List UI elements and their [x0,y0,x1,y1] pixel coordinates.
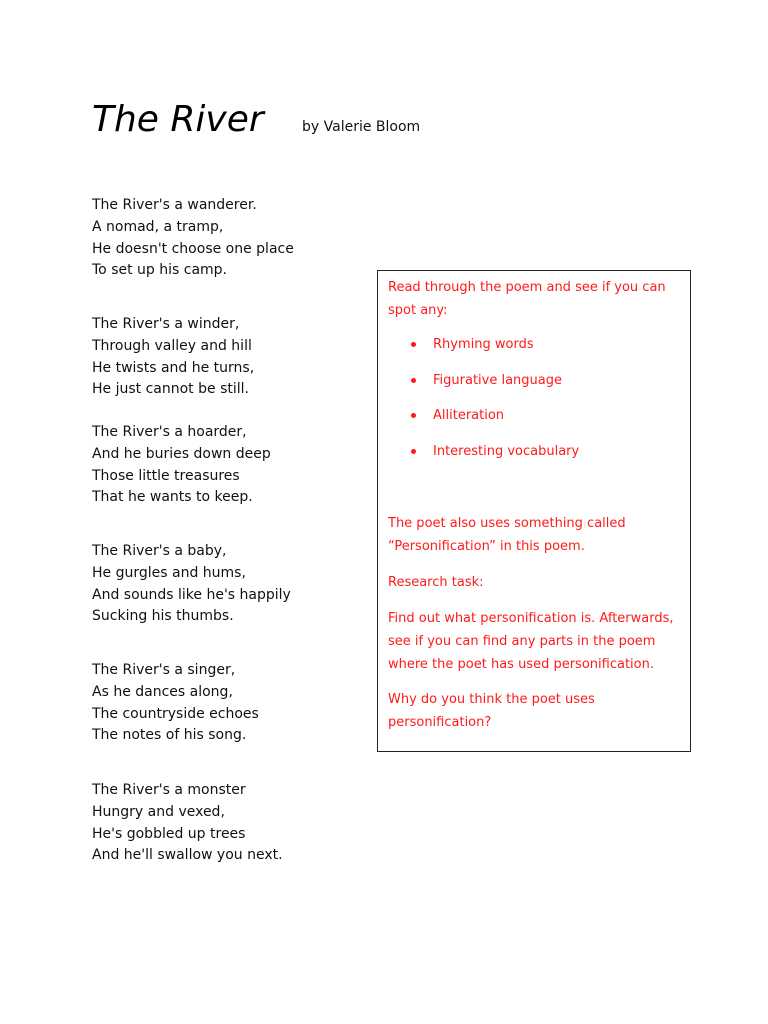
poem-stanza-6 [92,780,283,867]
poem-line: Those little treasures [92,467,240,484]
research-text: Find out what personification is. Afterwards, see if you can find any parts in the poem where the poet has used personification. [388,611,674,672]
poem-line: The River's a winder, [92,316,240,332]
spot-list-item-label: Alliteration [433,408,505,423]
personification-note: The poet also uses something called “Personification” in this poem. [388,516,626,554]
poem-line: And he'll swallow you next. [92,847,283,864]
poem-author: by Valerie Bloom [302,119,421,135]
bullet-icon [411,342,416,347]
poem-line: As he dances along, [92,683,233,700]
poem-line: The River's a singer, [92,662,236,678]
poem-line: The River's a baby, [92,543,227,559]
bullet-icon [411,378,416,383]
poem-stanza-2 [92,314,254,401]
poem-stanza-3 [92,422,271,509]
spot-list-item [378,440,579,476]
poem-title: The River [92,99,264,140]
spot-list-item [378,404,579,440]
task-box [377,270,691,752]
poem-line: That he wants to keep. [92,489,253,506]
poem-line: Sucking his thumbs. [92,608,234,625]
poem-line: He just cannot be still. [92,381,249,398]
poem-line: The River's a wanderer. [92,197,257,213]
poem-line: Through valley and hill [92,337,252,354]
spot-list-item-label: Interesting vocabulary [433,443,580,459]
bullet-icon [411,413,416,418]
poem-line: And he buries down deep [92,445,271,462]
reflection-question: Why do you think the poet uses personification? [388,692,595,730]
poem-line: Hungry and vexed, [92,803,225,820]
poem-line: He twists and he turns, [92,359,255,376]
poem-stanza-4 [92,541,291,628]
poem-line: The River's a monster [92,782,246,798]
poem-line: And sounds like he's happily [92,586,291,603]
spot-list [378,333,579,475]
poem-stanza-1 [92,195,294,282]
poem-line: The notes of his song. [92,727,247,744]
spot-list-item-label: Rhyming words [433,337,534,352]
poem-line: He gurgles and hums, [92,564,246,581]
poem-stanza-5 [92,660,259,747]
task-intro: Read through the poem and see if you can spot any: [388,280,666,318]
poem-line: The River's a hoarder, [92,424,247,440]
bullet-icon [411,449,416,454]
poem-line: A nomad, a tramp, [92,218,224,235]
poem-line: He's gobbled up trees [92,825,246,842]
poem-line: To set up his camp. [92,262,228,279]
spot-list-item-label: Figurative language [433,372,563,388]
research-label: Research task: [388,575,484,590]
spot-list-item [378,369,579,405]
spot-list-item [378,333,579,369]
poem-line: He doesn't choose one place [92,240,294,257]
poem-line: The countryside echoes [92,705,259,722]
